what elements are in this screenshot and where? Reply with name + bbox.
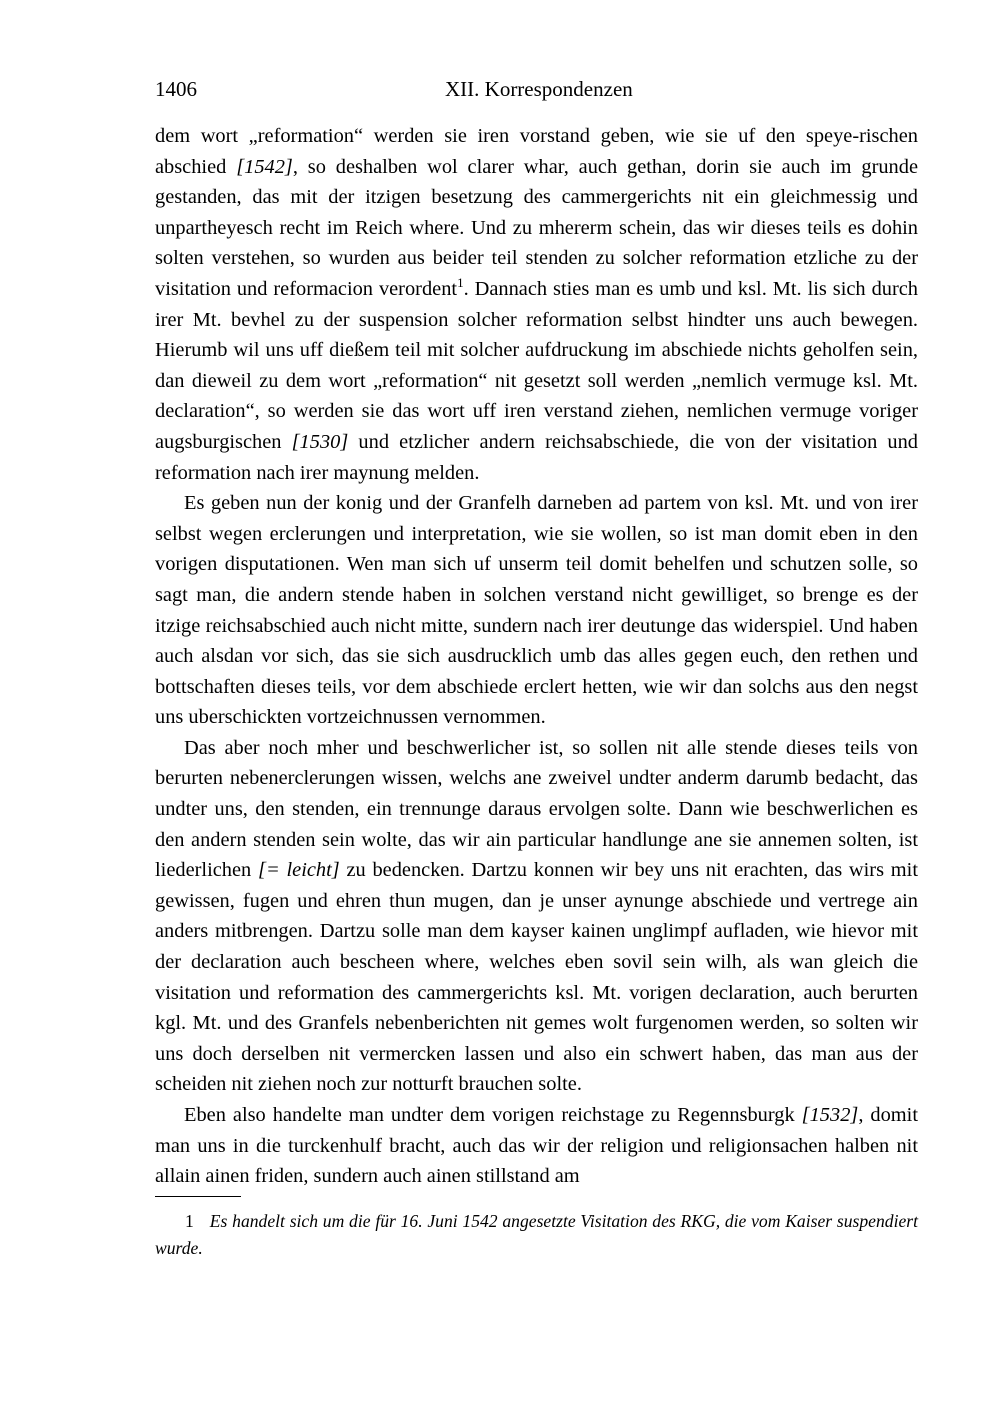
paragraph: dem wort „reformation“ werden sie iren vorstand geben, wie sie uf den speye-rischen abschied [1542], so deshalben wol clarer whar, auch gethan, dorin sie auch im grunde gestanden, das mit der itzigen besetzung des cammergerichts nit ein gleichmessig und unpartheyesch recht im Reich where. Und zu mhererm schein, das wir dieses teils es dohin solten verstehen, so wurden aus beider teil stenden zu solcher reformation etzliche zu der visitation und reformacion verordent$^1$. Dannach sties man es umb und ksl. Mt. lis sich durch irer Mt. bevhel zu der suspension solcher reformation selbst hindter uns auch bewegen. Hierumb wil uns uff dießem teil mit solcher aufdruckung im abschiede nichts geholfen sein, dan dieweil zu dem wort „reformation“ nit gesetzt soll werden „nemlich vermuge ksl. Mt. declaration“, so werden sie das wort uff iren verstand ziehen, nemlichen vermuge voriger augsburgischen [1530] und etzlicher andern reichsabschiede, die von der visitation und reformation nach irer maynung melden. — [155, 125, 919, 484]
folio-number: 1406 — [155, 77, 197, 101]
running-title: XII. Korrespondenzen — [445, 77, 633, 101]
footnote — [155, 1208, 918, 1261]
footnote-area — [155, 1196, 918, 1261]
paragraph: Das aber noch mher und beschwerlicher ist, so sollen nit alle stende dieses teils von berurten nebenerclerungen wissen, welchs ane zweivel undter anderm darumb bedacht, das undter uns, den stenden, ein trennunge daraus ervolgen solte. Dann wie beschwerlichen es den andern stenden sein wolte, das wir ain particular handlunge ane sie annemen solten, ist liederlichen [= leicht] zu bedencken. Dartzu konnen wir bey uns nit erachten, das wirs mit gewissen, fugen und ehren thun mugen, dan je unser aynunge abschiede und vertrege ain anders mitbrengen. Dartzu solle man dem kayser kainen unglimpf aufladen, wie hievor mit der declaration auch bescheen where, welches eben sovil sein wilh, als wan gleich die visitation und reformation des cammergerichts ksl. Mt. vorigen declaration, auch berurten kgl. Mt. und des Granfels nebenberichten nit gemes wolt furgenomen werden, so solten wir uns doch derselben nit vermercken lassen und also ein schwert haben, das man aus der scheiden nit ziehen noch zur notturft brauchen solte. — [155, 736, 918, 1096]
footnote-separator-rule — [155, 1196, 241, 1197]
page-header — [155, 76, 855, 102]
footnote-reference[interactable]: 1 — [457, 275, 464, 291]
italic-run: [= leicht] — [258, 859, 340, 882]
italic-run: [1532] — [801, 1104, 859, 1126]
body-text — [155, 121, 918, 1192]
footnote-number: 1 — [185, 1211, 194, 1231]
paragraph: Es geben nun der konig und der Granfelh darneben ad partem von ksl. Mt. und von irer selbst wegen erclerungen und interpretation, wie sie wollen, so ist man domit eben in den vorigen disputationen. Wen man sich uf unserm teil domit behelfen und schutzen solle, so sagt man, die andern stende haben in solchen verstand nicht gewilliget, so brenge es der itzige reichsabschied auch nicht mitte, sundern nach irer deutunge das widerspiel. Und haben auch alsdan vor sich, das sie sich ausdrucklich umb das alles gegen euch, den rethen und bottschaften dieses teils, vor dem abschiede erclert hetten, wie wir dan solchs aus den negst uns uberschickten vortzeichnussen vernommen. — [155, 492, 918, 729]
paragraph: Eben also handelte man undter dem vorigen reichstage zu Regennsburgk [1532], domit man uns in die turckenhulf bracht, auch das wir der religion und religionsachen halben nit allain ainen friden, sundern auch ainen stillstand am — [155, 1104, 919, 1188]
italic-run: [1542] — [236, 155, 293, 178]
footnote-text: Es handelt sich um die für 16. Juni 1542 angesetzte Visitation des RKG, die vom Kaiser suspendiert wurde. — [155, 1211, 918, 1258]
italic-run: [1530] — [291, 430, 349, 453]
